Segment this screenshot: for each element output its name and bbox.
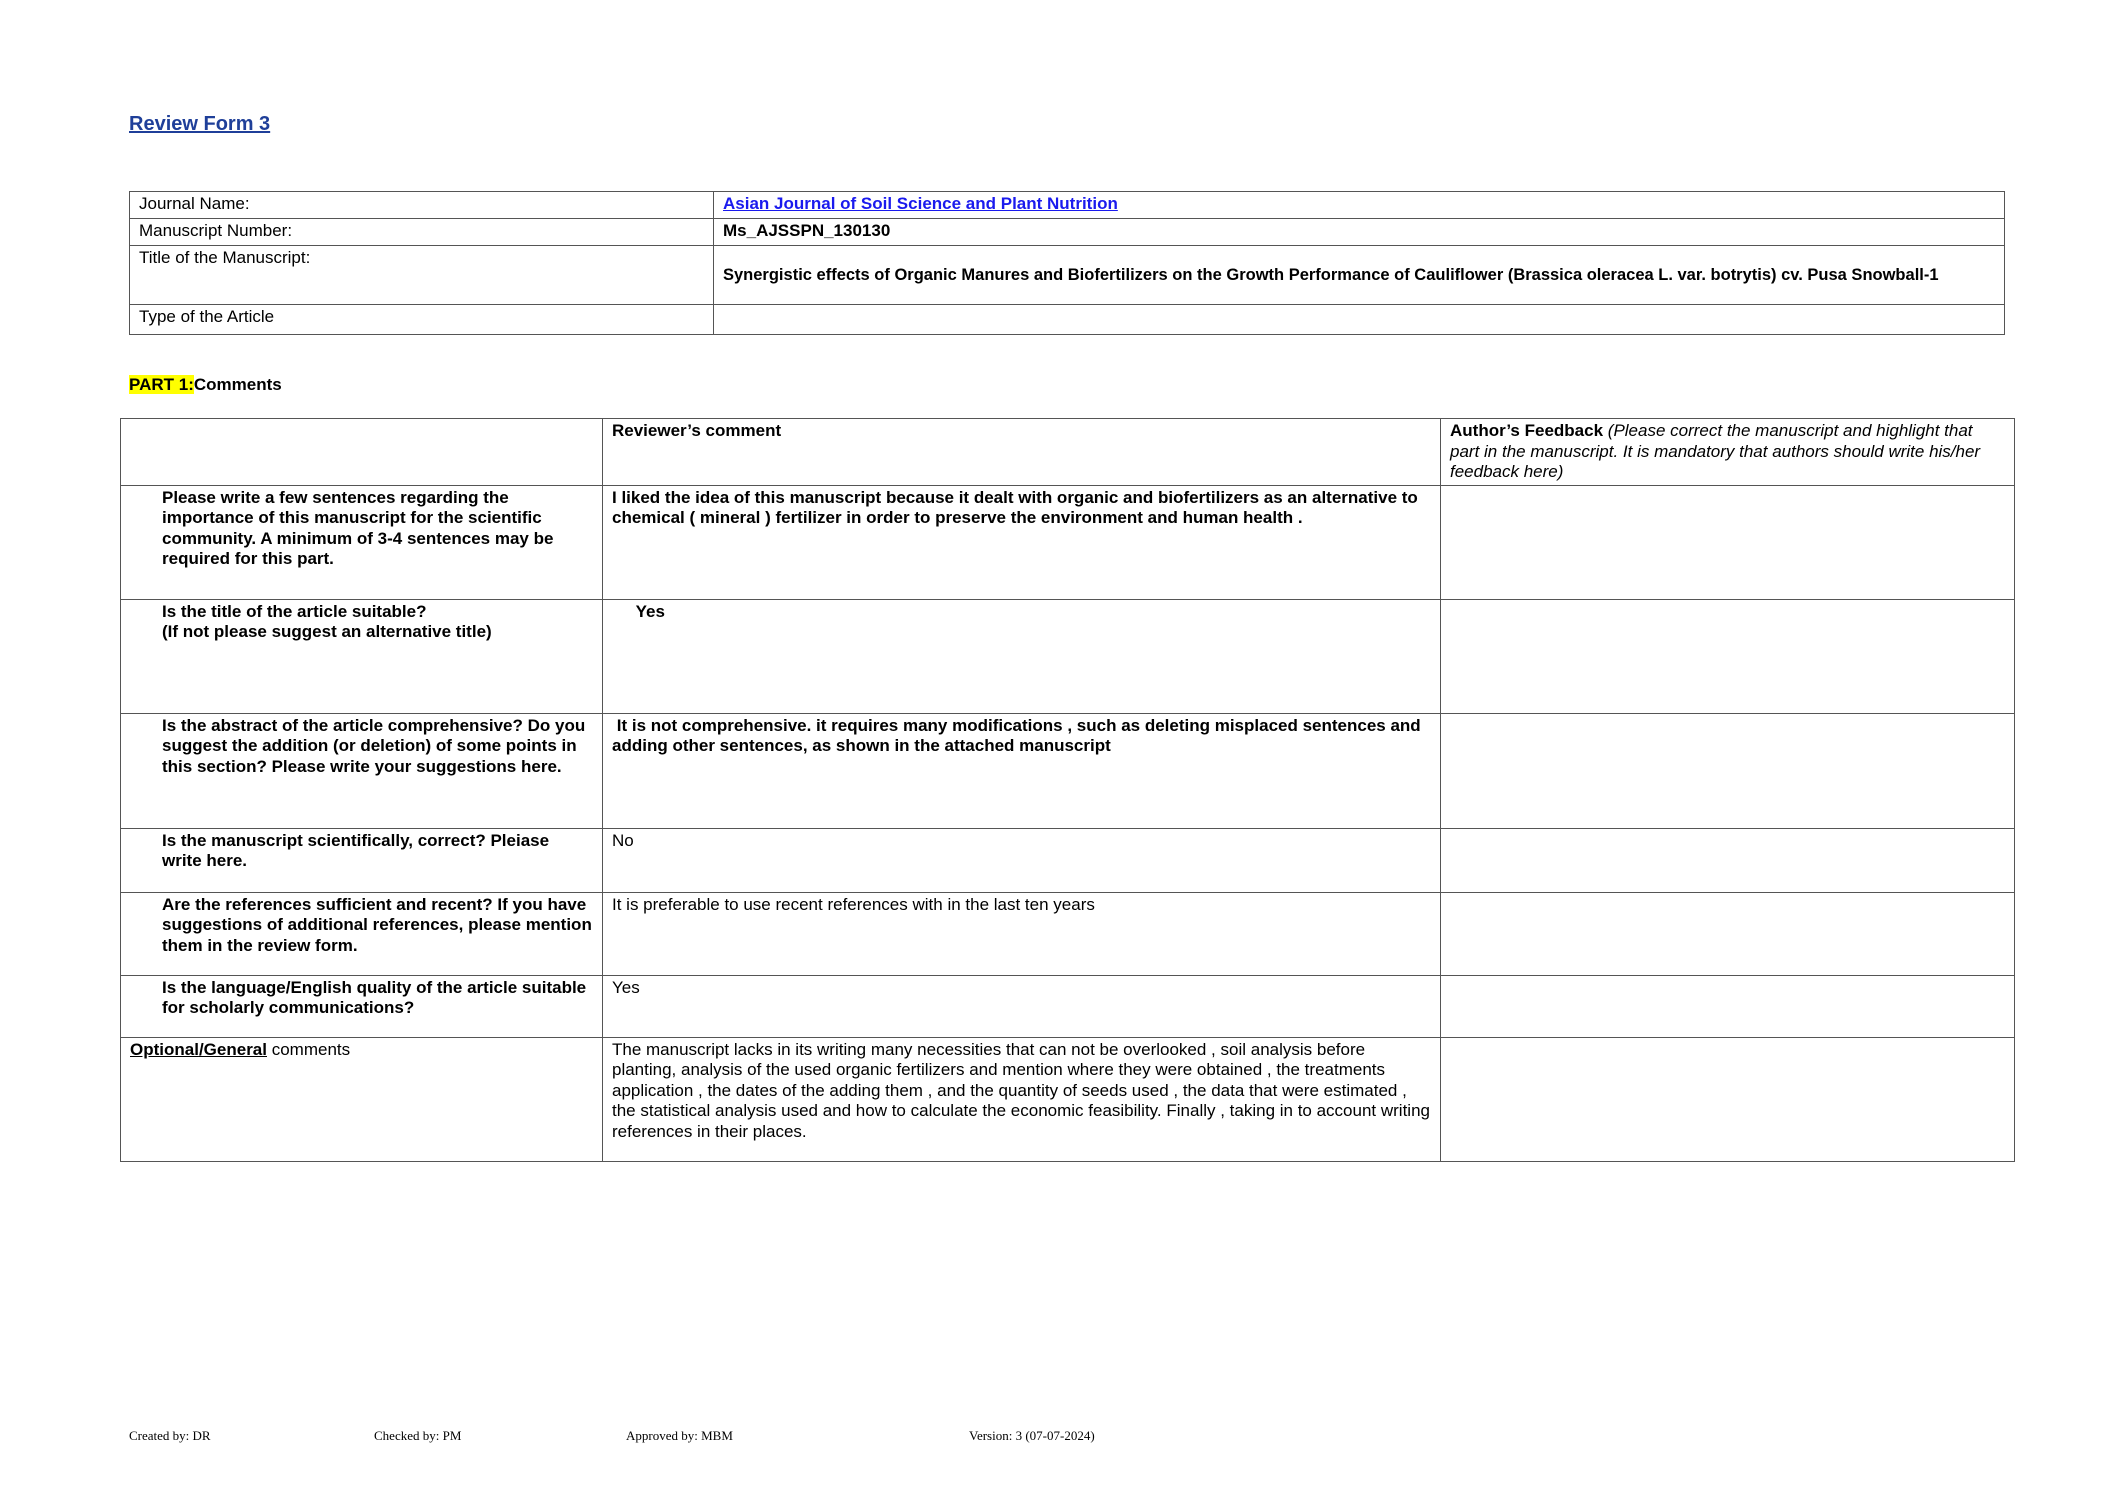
author-feedback-cell[interactable] bbox=[1441, 892, 2015, 975]
footer-approved: Approved by: MBM bbox=[626, 1428, 733, 1443]
table-row bbox=[121, 828, 2015, 892]
page-title: Review Form 3 bbox=[129, 113, 271, 135]
optional-comment-text[interactable]: The manuscript lacks in its writing many necessities that can not be overlooked , soil analysis before planting, analysis of the used organic fertilizers and mention where they were obtained , the treatments application , the dates of the adding them , and the quantity of seeds used , the data that were estimated , the statistical analysis used and how to calculate the economic feasibility. Finally , taking in to account writing references in their places. bbox=[603, 1037, 1441, 1161]
reviewer-comment-cell[interactable]: It is preferable to use recent references with in the last ten years bbox=[603, 892, 1441, 975]
article-type-value[interactable] bbox=[714, 305, 2005, 335]
author-feedback-title: Author’s Feedback bbox=[1450, 421, 1604, 440]
part-label: PART 1: bbox=[129, 375, 194, 394]
part-title: Comments bbox=[193, 375, 282, 394]
question-cell: Please write a few sentences regarding the importance of this manuscript for the scientific community. A minimum of 3-4 sentences may be required for this part. bbox=[121, 485, 603, 599]
reviewer-comment-cell[interactable]: I liked the idea of this manuscript because it dealt with organic and biofertilizers as an alternative to chemical ( mineral ) fertilizer in order to preserve the environment and human health . bbox=[603, 485, 1441, 599]
footer-checked: Checked by: PM bbox=[374, 1428, 462, 1443]
footer-version: Version: 3 (07-07-2024) bbox=[969, 1428, 1095, 1443]
manuscript-number: Ms_AJSSPN_130130 bbox=[714, 219, 2005, 246]
table-row bbox=[121, 892, 2015, 975]
reviewer-comment-cell[interactable]: Yes bbox=[603, 975, 1441, 1037]
question-cell: Is the language/English quality of the article suitable for scholarly communications? bbox=[121, 975, 603, 1037]
manuscript-title: Synergistic effects of Organic Manures and Biofertilizers on the Growth Performance of Cauliflower (Brassica oleracea L. var. botrytis) cv. Pusa Snowball-1 bbox=[714, 246, 2005, 305]
author-feedback-cell[interactable] bbox=[1441, 599, 2015, 713]
table-row bbox=[121, 599, 2015, 713]
journal-label: Journal Name: bbox=[130, 192, 714, 219]
question-cell: Is the abstract of the article comprehensive? Do you suggest the addition (or deletion) of some points in this section? Please write your suggestions here. bbox=[121, 713, 603, 828]
reviewer-comment-cell[interactable]: It is not comprehensive. it requires many modifications , such as deleting misplaced sentences and adding other sentences, as shown in the attached manuscript bbox=[603, 713, 1441, 828]
optional-comments-label: Optional/General comments bbox=[121, 1037, 603, 1161]
author-feedback-cell[interactable] bbox=[1441, 975, 2015, 1037]
manuscript-title-label: Title of the Manuscript: bbox=[130, 246, 714, 305]
question-cell: Is the title of the article suitable? (If not please suggest an alternative title) bbox=[121, 599, 603, 713]
manuscript-number-label: Manuscript Number: bbox=[130, 219, 714, 246]
author-feedback-note: (Please correct the manuscript and highlight that part in the manuscript. It is mandatory that authors should write his/her feedback here) bbox=[1450, 421, 1981, 481]
reviewer-comment-header: Reviewer’s comment bbox=[603, 419, 1441, 486]
question-cell: Are the references sufficient and recent? If you have suggestions of additional references, please mention them in the review form. bbox=[121, 892, 603, 975]
reviewer-comment-cell[interactable]: No bbox=[603, 828, 1441, 892]
comments-table bbox=[120, 418, 2015, 1162]
footer-created: Created by: DR bbox=[129, 1428, 211, 1443]
table-row bbox=[121, 975, 2015, 1037]
article-type-label: Type of the Article bbox=[130, 305, 714, 335]
journal-link[interactable]: Asian Journal of Soil Science and Plant Nutrition bbox=[723, 194, 1118, 213]
table-row bbox=[121, 713, 2015, 828]
manuscript-info-table bbox=[129, 191, 2005, 335]
author-feedback-cell[interactable] bbox=[1441, 485, 2015, 599]
table-row bbox=[121, 485, 2015, 599]
reviewer-comment-cell[interactable]: Yes bbox=[603, 599, 1441, 713]
optional-author-feedback[interactable] bbox=[1441, 1037, 2015, 1161]
author-feedback-header bbox=[1441, 419, 2015, 486]
part-heading bbox=[129, 375, 282, 395]
author-feedback-cell[interactable] bbox=[1441, 713, 2015, 828]
empty-header-cell bbox=[121, 419, 603, 486]
author-feedback-cell[interactable] bbox=[1441, 828, 2015, 892]
question-cell: Is the manuscript scientifically, correct? Pleiase write here. bbox=[121, 828, 603, 892]
